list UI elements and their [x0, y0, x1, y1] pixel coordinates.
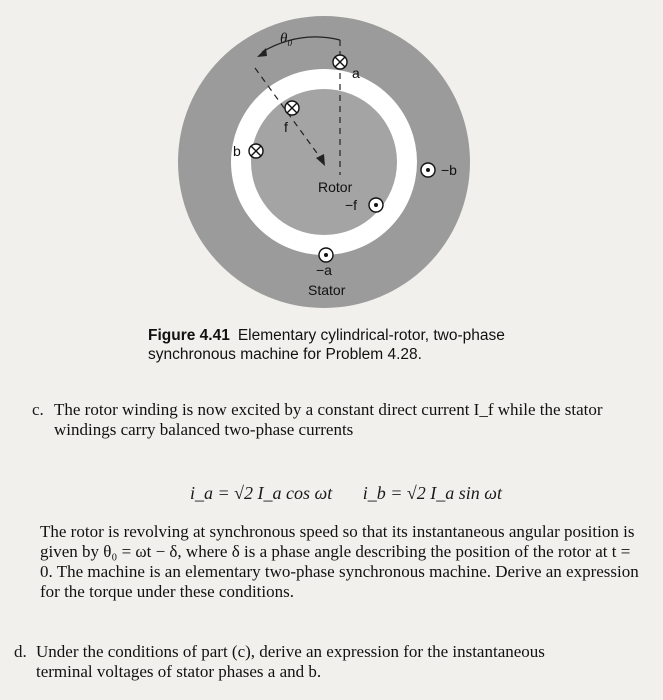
conductor-b-cross-icon — [249, 144, 263, 158]
current-equations — [190, 483, 528, 504]
part-d-text: Under the conditions of part (c), derive an expression for the instantaneous terminal voltages of stator phases a and b. — [36, 642, 545, 681]
label-neg-b: −b — [441, 162, 457, 178]
label-neg-f: −f — [345, 197, 358, 213]
label-a: a — [352, 65, 360, 81]
conductor-neg-b-dot-icon — [421, 163, 435, 177]
figure-caption — [148, 326, 568, 364]
equation-ia: i_a = √2 I_a cos ωt — [190, 483, 333, 503]
part-d-letter: d. — [14, 642, 27, 661]
figure-caption-text: Elementary cylindrical-rotor, two-phase synchronous machine for Problem 4.28. — [148, 327, 505, 363]
conductor-neg-f-dot-icon — [369, 198, 383, 212]
part-c-letter: c. — [32, 400, 44, 419]
figure-number: Figure 4.41 — [148, 327, 230, 344]
label-b: b — [233, 143, 241, 159]
label-rotor: Rotor — [318, 179, 353, 195]
label-f: f — [284, 119, 288, 135]
conductor-a-cross-icon — [333, 55, 347, 69]
machine-diagram — [0, 0, 663, 330]
conductor-f-cross-icon — [285, 101, 299, 115]
label-neg-a: −a — [316, 262, 332, 278]
part-c-intro: The rotor winding is now excited by a constant direct current I_f while the stator windings carry balanced two-phase currents — [54, 400, 603, 439]
part-c-body: The rotor is revolving at synchronous speed so that its instantaneous angular position is given by θ₀ = ωt − δ, where δ is a phase angle describing the position of the rotor at t = 0. The machine is an elementary two-phase synchronous machine. Derive an expression for the torque under these conditions. — [40, 522, 639, 601]
equation-ib: i_b = √2 I_a sin ωt — [362, 483, 502, 503]
theta0-label: θ₀ — [280, 31, 293, 47]
conductor-neg-a-dot-icon — [319, 248, 333, 262]
label-stator: Stator — [308, 282, 346, 298]
